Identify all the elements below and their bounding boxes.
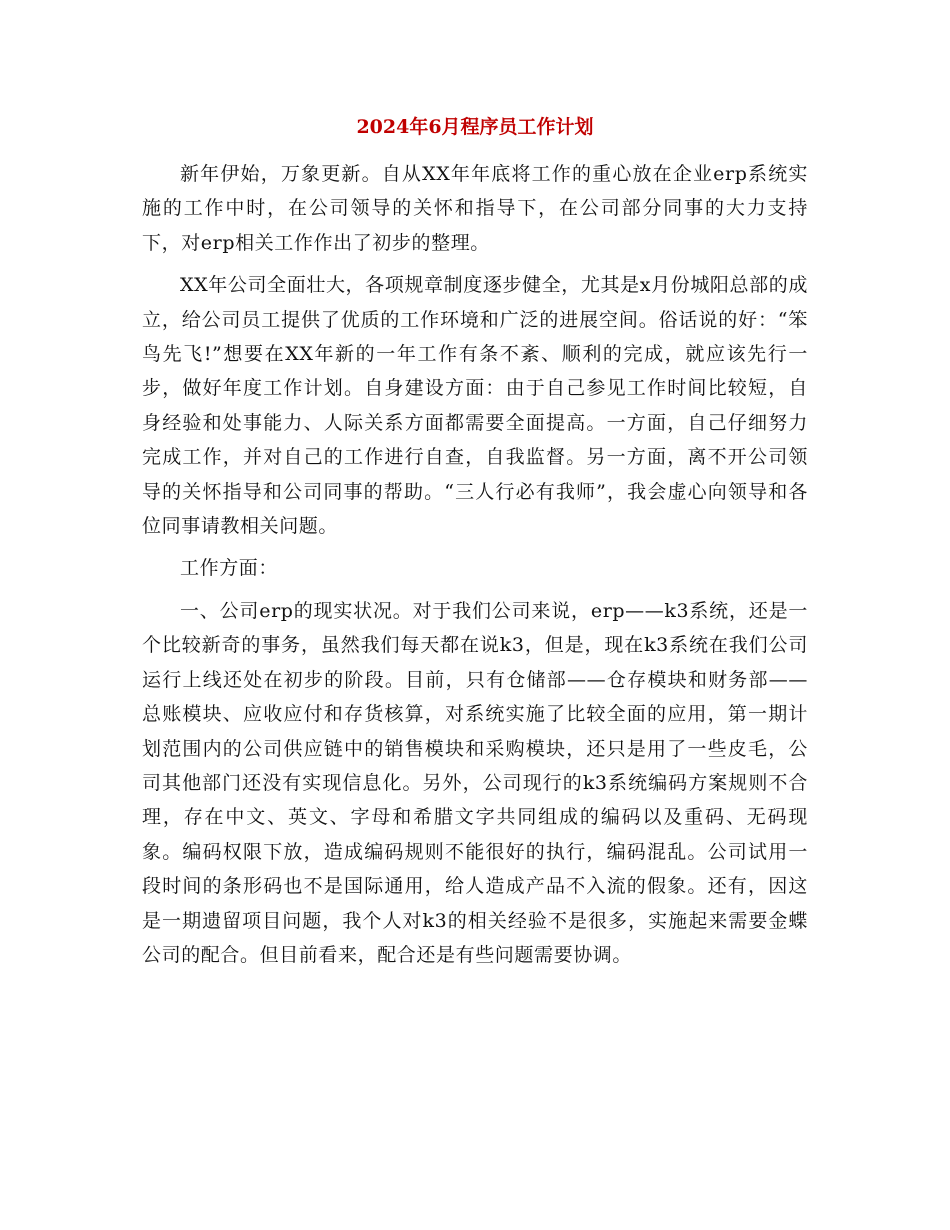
paragraph-erp-status: 一、公司erp的现实状况。对于我们公司来说，erp——k3系统，还是一个比较新奇的事务，虽然我们每天都在说k3，但是，现在k3系统在我们公司运行上线还处在初步的阶段。目前，只有仓储部——仓存模块和财务部——总账模块、应收应付和存货核算，对系统实施了比较全面的应用，第一期计划范围内的公司供应链中的销售模块和采购模块，还只是用了一些皮毛，公司其他部门还没有实现信息化。另外，公司现行的k3系统编码方案规则不合理，存在中文、英文、字母和希腊文字共同组成的编码以及重码、无码现象。编码权限下放，造成编码规则不能很好的执行，编码混乱。公司试用一段时间的条形码也不是国际通用，给人造成产品不入流的假象。还有，因这是一期遗留项目问题，我个人对k3的相关经验不是很多，实施起来需要金蝶公司的配合。但目前看来，配合还是有些问题需要协调。 bbox=[142, 599, 808, 966]
paragraph-intro: 新年伊始，万象更新。自从XX年年底将工作的重心放在企业erp系统实施的工作中时，在公司领导的关怀和指导下，在公司部分同事的大力支持下，对erp相关工作作出了初步的整理。 bbox=[142, 163, 808, 254]
document-body bbox=[142, 157, 808, 980]
paragraph-self-building: XX年公司全面壮大，各项规章制度逐步健全，尤其是x月份城阳总部的成立，给公司员工提供了优质的工作环境和广泛的进展空间。俗话说的好：“笨鸟先飞!”想要在XX年新的一年工作有条不紊、顺利的完成，就应该先行一步，做好年度工作计划。自身建设方面：由于自己参见工作时间比较短，自身经验和处事能力、人际关系方面都需要全面提高。一方面，自己仔细努力完成工作，并对自己的工作进行自查，自我监督。另一方面，离不开公司领导的关怀指导和公司同事的帮助。“三人行必有我师”，我会虚心向领导和各位同事请教相关问题。 bbox=[142, 274, 808, 538]
paragraph-work-heading: 工作方面： bbox=[180, 557, 279, 580]
document-title: 2024年6月程序员工作计划 bbox=[356, 116, 594, 138]
